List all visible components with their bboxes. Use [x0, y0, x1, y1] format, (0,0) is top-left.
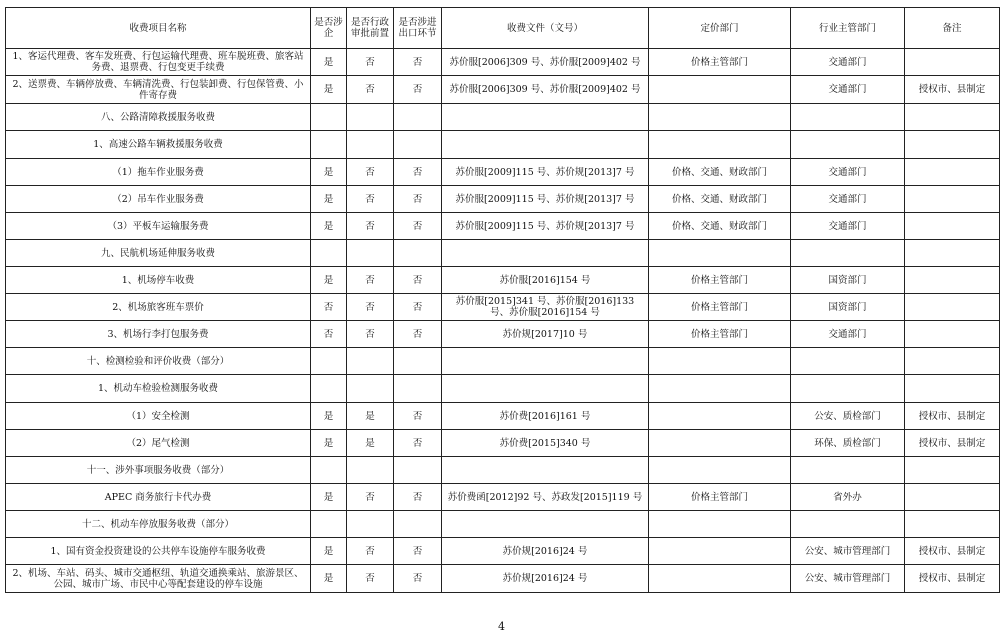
section-title: 十二、机动车停放服务收费（部分）	[6, 511, 311, 538]
industry-dept: 公安、质检部门	[791, 403, 905, 430]
table-row	[6, 403, 1000, 430]
is-approval: 否	[347, 159, 394, 186]
industry-dept	[791, 131, 905, 159]
fee-name: 1、国有资金投资建设的公共停车设施停车服务收费	[6, 538, 311, 565]
fee-document: 苏价规[2016]24 号	[442, 565, 649, 593]
is-import-export: 否	[394, 321, 442, 348]
table-row	[6, 538, 1000, 565]
table-row	[6, 294, 1000, 321]
industry-dept: 交通部门	[791, 321, 905, 348]
is-enterprise: 是	[311, 538, 347, 565]
is-enterprise: 是	[311, 430, 347, 457]
pricing-dept: 价格主管部门	[649, 321, 791, 348]
table-row	[6, 267, 1000, 294]
remark	[905, 186, 1000, 213]
section-row	[6, 457, 1000, 484]
is-import-export: 否	[394, 267, 442, 294]
industry-dept	[791, 375, 905, 403]
is-enterprise: 是	[311, 76, 347, 104]
pricing-dept	[649, 131, 791, 159]
pricing-dept: 价格、交通、财政部门	[649, 213, 791, 240]
is-approval	[347, 131, 394, 159]
fee-name: 1、机动车检验检测服务收费	[6, 375, 311, 403]
industry-dept: 交通部门	[791, 159, 905, 186]
fee-document: 苏价服[2016]154 号	[442, 267, 649, 294]
fee-document: 苏价费函[2012]92 号、苏政发[2015]119 号	[442, 484, 649, 511]
fee-document: 苏价服[2009]115 号、苏价规[2013]7 号	[442, 186, 649, 213]
fee-document	[442, 131, 649, 159]
is-import-export: 否	[394, 159, 442, 186]
table-row	[6, 186, 1000, 213]
fee-name: 2、机场、车站、码头、城市交通枢纽、轨道交通换乘站、旅游景区、公园、城市广场、市民中心等配套建设的停车设施	[6, 565, 311, 593]
remark	[905, 267, 1000, 294]
table-row	[6, 484, 1000, 511]
is-enterprise	[311, 375, 347, 403]
remark: 授权市、县制定	[905, 538, 1000, 565]
pricing-dept: 价格、交通、财政部门	[649, 186, 791, 213]
remark	[905, 294, 1000, 321]
is-enterprise: 是	[311, 213, 347, 240]
pricing-dept	[649, 375, 791, 403]
is-approval: 是	[347, 403, 394, 430]
fee-document: 苏价服[2006]309 号、苏价服[2009]402 号	[442, 76, 649, 104]
is-approval: 是	[347, 430, 394, 457]
table-row	[6, 49, 1000, 76]
header-remark: 备注	[905, 8, 1000, 49]
section-row	[6, 104, 1000, 131]
fee-document: 苏价规[2017]10 号	[442, 321, 649, 348]
section-title: 九、民航机场延伸服务收费	[6, 240, 311, 267]
table-row	[6, 565, 1000, 593]
fee-document: 苏价服[2009]115 号、苏价规[2013]7 号	[442, 213, 649, 240]
pricing-dept: 价格主管部门	[649, 267, 791, 294]
table-row	[6, 430, 1000, 457]
is-approval: 否	[347, 76, 394, 104]
section-row	[6, 240, 1000, 267]
is-approval: 否	[347, 267, 394, 294]
industry-dept: 交通部门	[791, 213, 905, 240]
pricing-dept	[649, 565, 791, 593]
pricing-dept: 价格主管部门	[649, 484, 791, 511]
industry-dept: 交通部门	[791, 186, 905, 213]
fee-name: 2、送票费、车辆停放费、车辆清洗费、行包装卸费、行包保管费、小件寄存费	[6, 76, 311, 104]
remark: 授权市、县制定	[905, 76, 1000, 104]
is-approval: 否	[347, 565, 394, 593]
is-approval: 否	[347, 484, 394, 511]
header-name: 收费项目名称	[6, 8, 311, 49]
fee-document: 苏价服[2009]115 号、苏价规[2013]7 号	[442, 159, 649, 186]
industry-dept: 省外办	[791, 484, 905, 511]
page-number: 4	[498, 620, 505, 633]
is-import-export: 否	[394, 403, 442, 430]
fee-document: 苏价服[2006]309 号、苏价服[2009]402 号	[442, 49, 649, 76]
is-import-export: 否	[394, 484, 442, 511]
fee-name: 1、高速公路车辆救援服务收费	[6, 131, 311, 159]
is-enterprise: 是	[311, 484, 347, 511]
header-pricing-dept: 定价部门	[649, 8, 791, 49]
is-enterprise: 是	[311, 49, 347, 76]
is-import-export: 否	[394, 76, 442, 104]
remark: 授权市、县制定	[905, 430, 1000, 457]
pricing-dept	[649, 538, 791, 565]
table-row	[6, 76, 1000, 104]
remark	[905, 321, 1000, 348]
fee-table	[5, 7, 1000, 593]
is-enterprise: 是	[311, 267, 347, 294]
is-enterprise: 是	[311, 186, 347, 213]
is-import-export: 否	[394, 186, 442, 213]
is-import-export: 否	[394, 538, 442, 565]
is-enterprise: 否	[311, 321, 347, 348]
header-industry-dept: 行业主管部门	[791, 8, 905, 49]
pricing-dept: 价格、交通、财政部门	[649, 159, 791, 186]
fee-document: 苏价服[2015]341 号、苏价服[2016]133 号、苏价服[2016]154 号	[442, 294, 649, 321]
is-approval: 否	[347, 538, 394, 565]
industry-dept: 公安、城市管理部门	[791, 538, 905, 565]
fee-document: 苏价费[2016]161 号	[442, 403, 649, 430]
remark: 授权市、县制定	[905, 565, 1000, 593]
is-import-export: 否	[394, 49, 442, 76]
table-row	[6, 131, 1000, 159]
table-row	[6, 321, 1000, 348]
fee-name: （1）拖车作业服务费	[6, 159, 311, 186]
is-enterprise: 是	[311, 403, 347, 430]
fee-name: （2）尾气检测	[6, 430, 311, 457]
is-import-export	[394, 131, 442, 159]
is-approval: 否	[347, 321, 394, 348]
fee-name: 1、客运代理费、客车发班费、行包运输代理费、班车脱班费、旅客站务费、退票费、行包变更手续费	[6, 49, 311, 76]
is-import-export: 否	[394, 565, 442, 593]
fee-document: 苏价规[2016]24 号	[442, 538, 649, 565]
header-document: 收费文件（文号）	[442, 8, 649, 49]
is-import-export: 否	[394, 430, 442, 457]
is-enterprise: 否	[311, 294, 347, 321]
fee-name: 2、机场旅客班车票价	[6, 294, 311, 321]
remark	[905, 159, 1000, 186]
fee-name: 1、机场停车收费	[6, 267, 311, 294]
fee-name: APEC 商务旅行卡代办费	[6, 484, 311, 511]
remark	[905, 213, 1000, 240]
pricing-dept	[649, 403, 791, 430]
pricing-dept	[649, 76, 791, 104]
fee-name: （1）安全检测	[6, 403, 311, 430]
is-approval: 否	[347, 213, 394, 240]
pricing-dept: 价格主管部门	[649, 49, 791, 76]
remark	[905, 375, 1000, 403]
is-approval: 否	[347, 49, 394, 76]
fee-name: （3）平板车运输服务费	[6, 213, 311, 240]
is-import-export: 否	[394, 294, 442, 321]
header-approval: 是否行政审批前置	[347, 8, 394, 49]
is-enterprise: 是	[311, 159, 347, 186]
fee-name: 3、机场行李打包服务费	[6, 321, 311, 348]
is-import-export: 否	[394, 213, 442, 240]
section-row	[6, 511, 1000, 538]
pricing-dept	[649, 430, 791, 457]
pricing-dept: 价格主管部门	[649, 294, 791, 321]
section-title: 十、检测检验和评价收费（部分）	[6, 348, 311, 375]
industry-dept: 国资部门	[791, 294, 905, 321]
table-row	[6, 213, 1000, 240]
remark	[905, 131, 1000, 159]
table-row	[6, 375, 1000, 403]
remark	[905, 49, 1000, 76]
is-approval: 否	[347, 186, 394, 213]
is-approval: 否	[347, 294, 394, 321]
industry-dept: 交通部门	[791, 76, 905, 104]
header-import-export: 是否涉进出口环节	[394, 8, 442, 49]
header-enterprise: 是否涉企	[311, 8, 347, 49]
table-row	[6, 159, 1000, 186]
is-approval	[347, 375, 394, 403]
header-row	[6, 8, 1000, 49]
is-import-export	[394, 375, 442, 403]
industry-dept: 交通部门	[791, 49, 905, 76]
remark	[905, 484, 1000, 511]
section-title: 八、公路清障救援服务收费	[6, 104, 311, 131]
fee-name: （2）吊车作业服务费	[6, 186, 311, 213]
section-row	[6, 348, 1000, 375]
industry-dept: 环保、质检部门	[791, 430, 905, 457]
fee-document: 苏价费[2015]340 号	[442, 430, 649, 457]
industry-dept: 国资部门	[791, 267, 905, 294]
is-enterprise	[311, 131, 347, 159]
section-title: 十一、涉外事项服务收费（部分）	[6, 457, 311, 484]
industry-dept: 公安、城市管理部门	[791, 565, 905, 593]
fee-document	[442, 375, 649, 403]
remark: 授权市、县制定	[905, 403, 1000, 430]
is-enterprise: 是	[311, 565, 347, 593]
